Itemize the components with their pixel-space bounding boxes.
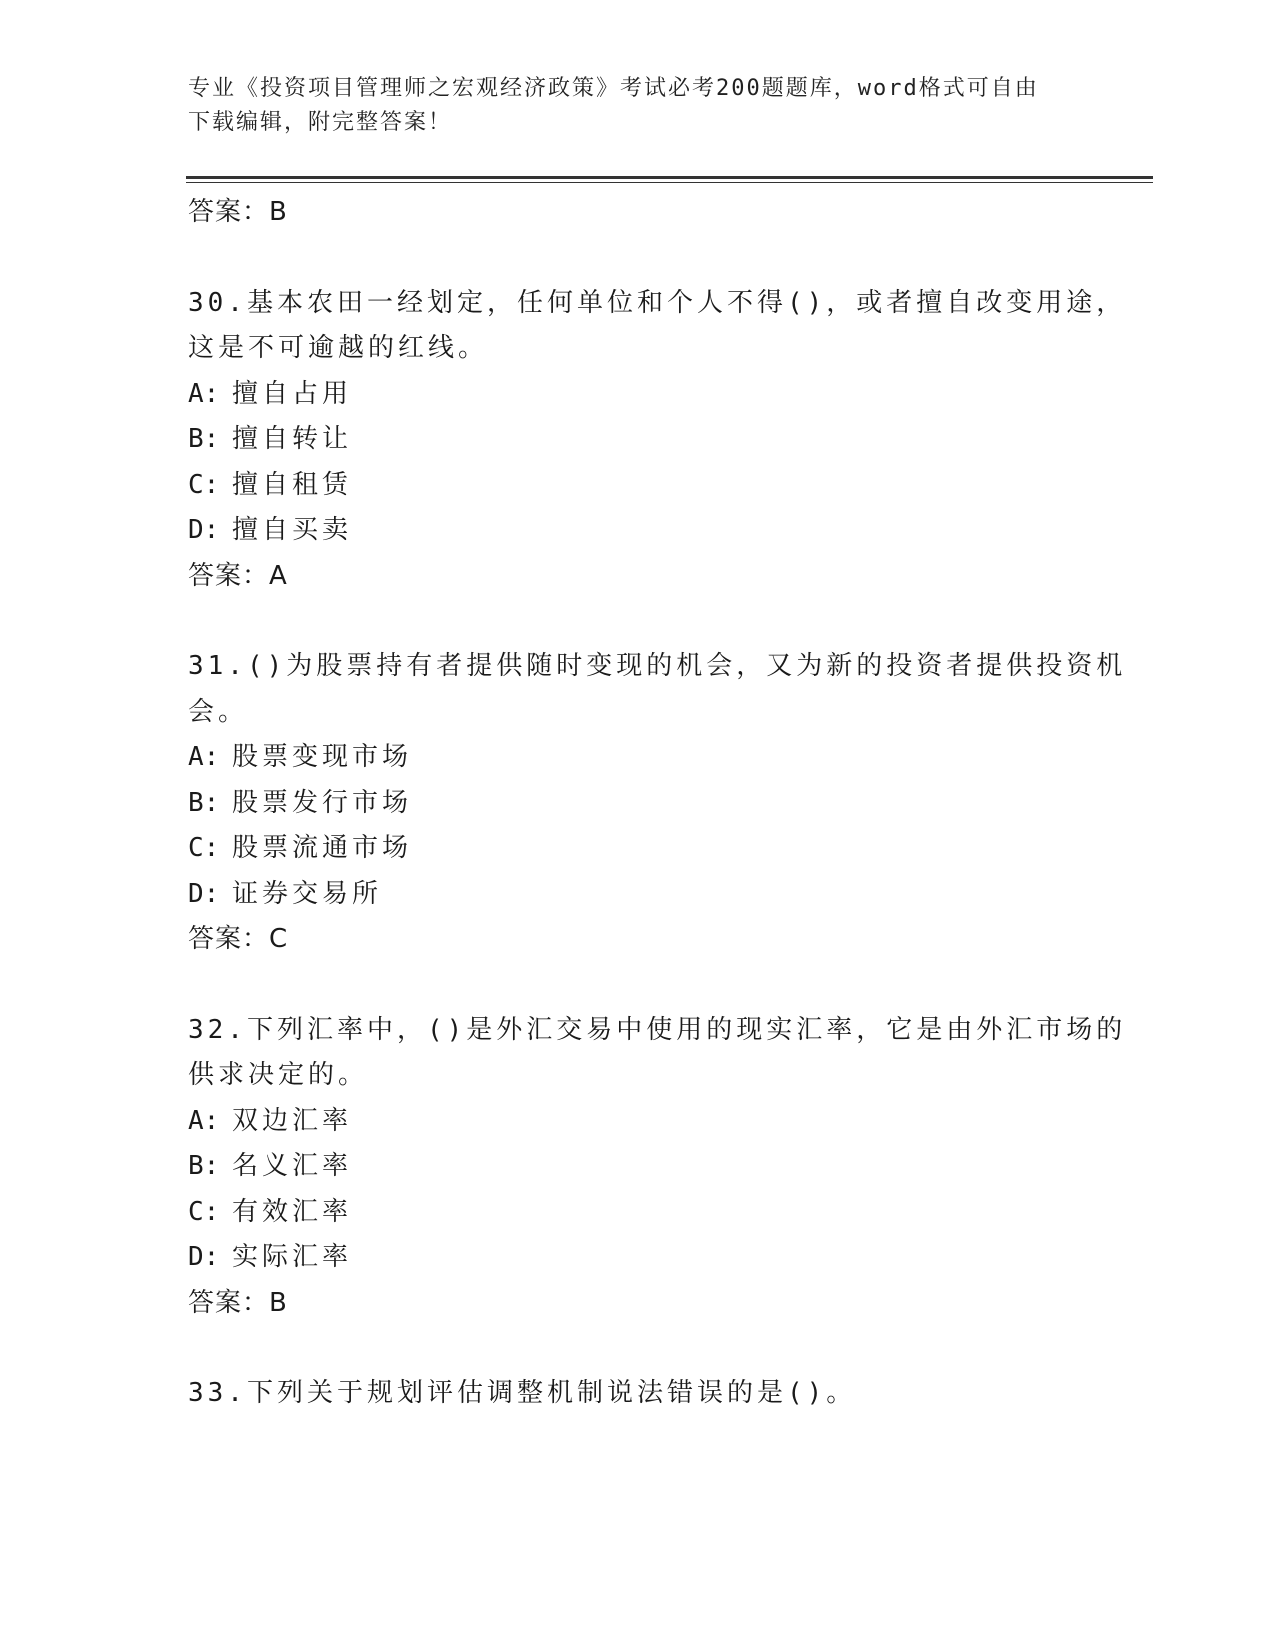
option-letter: B:	[188, 1151, 220, 1181]
option-a	[188, 372, 1088, 418]
option-letter: B:	[188, 424, 220, 454]
option-letter: A:	[188, 378, 220, 409]
question-stem-line-1: 33.下列关于规划评估调整机制说法错误的是()。	[188, 1378, 857, 1408]
question-stem-line-1: 31.()为股票持有者提供随时变现的机会，又为新的投资者提供投资机	[188, 651, 1127, 681]
header-divider-thick	[186, 176, 1153, 179]
question-stem-line-2: 这是不可逾越的红线。	[188, 333, 489, 363]
option-d	[188, 872, 1088, 918]
option-text: 擅自租赁	[232, 469, 353, 500]
option-b	[188, 781, 1088, 827]
option-text: 证券交易所	[232, 878, 383, 909]
option-text: 实际汇率	[232, 1242, 353, 1272]
question-33	[188, 1371, 1088, 1417]
question-31	[188, 644, 1127, 963]
question-stem-line-1: 32.下列汇率中，()是外汇交易中使用的现实汇率，它是由外汇市场的	[188, 1014, 1127, 1045]
option-letter: B:	[188, 787, 220, 818]
header-line-2: 下载编辑，附完整答案！	[188, 110, 453, 135]
option-c	[188, 463, 1088, 509]
answer: 答案：C	[188, 924, 289, 954]
option-letter: C:	[188, 469, 220, 500]
option-text: 擅自买卖	[232, 515, 353, 545]
option-text: 擅自转让	[232, 424, 353, 454]
option-text: 股票变现市场	[232, 742, 413, 772]
header-divider-thin	[186, 182, 1153, 183]
option-letter: D:	[188, 1242, 220, 1272]
option-text: 双边汇率	[232, 1105, 353, 1136]
option-b	[188, 1144, 1088, 1190]
question-30	[188, 281, 1127, 600]
question-stem-line-2: 会。	[188, 696, 249, 727]
answer: 答案：B	[188, 1287, 288, 1318]
question-stem-line-2: 供求决定的。	[188, 1060, 369, 1090]
option-c	[188, 1190, 1088, 1236]
question-stem-line-1: 30.基本农田一经划定，任何单位和个人不得()，或者擅自改变用途，	[188, 287, 1127, 318]
document-body	[188, 190, 1127, 1417]
option-text: 名义汇率	[232, 1151, 353, 1181]
option-text: 有效汇率	[232, 1196, 353, 1227]
option-letter: D:	[188, 515, 220, 545]
header-line-1: 专业《投资项目管理师之宏观经济政策》考试必考200题题库，word格式可自由	[188, 76, 1039, 101]
option-c	[188, 826, 1088, 872]
option-d	[188, 508, 1088, 554]
option-text: 股票发行市场	[232, 787, 413, 818]
option-b	[188, 417, 1088, 463]
option-letter: C:	[188, 833, 220, 863]
option-letter: A:	[188, 742, 220, 772]
option-letter: A:	[188, 1105, 220, 1136]
question-32	[188, 1008, 1127, 1327]
option-letter: D:	[188, 878, 220, 909]
document-header	[188, 72, 1088, 140]
option-d	[188, 1235, 1088, 1281]
answer: 答案：A	[188, 560, 288, 591]
previous-answer: 答案：B	[188, 197, 288, 227]
option-a	[188, 735, 1088, 781]
option-a	[188, 1099, 1088, 1145]
option-text: 股票流通市场	[232, 833, 413, 863]
option-letter: C:	[188, 1196, 220, 1227]
option-text: 擅自占用	[232, 378, 353, 409]
